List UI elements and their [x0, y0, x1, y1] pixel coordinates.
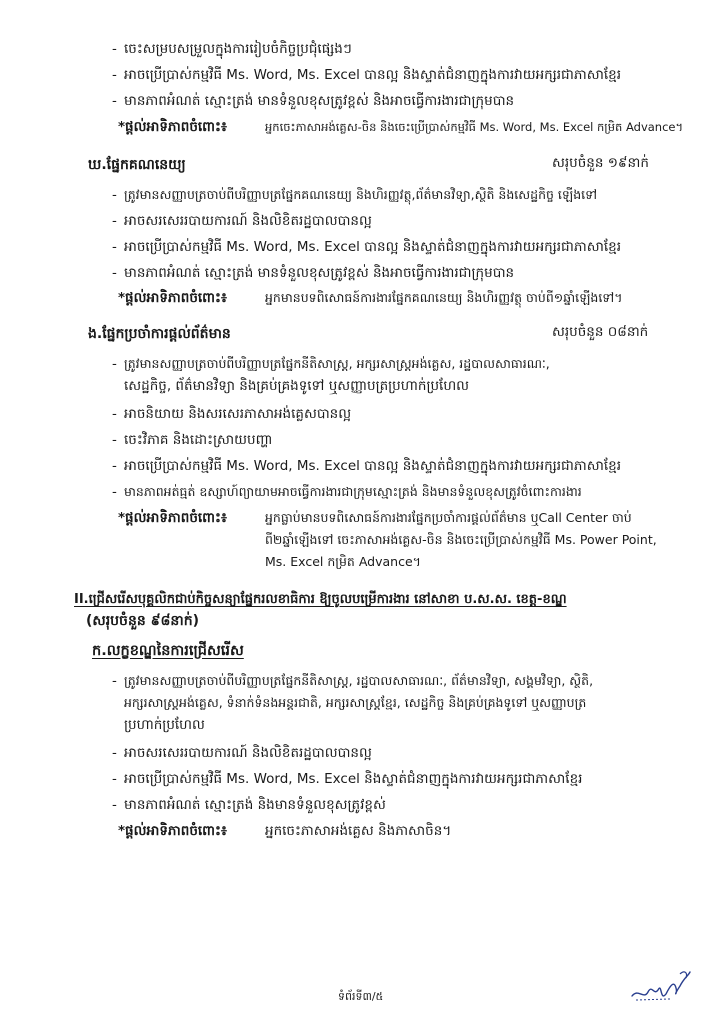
priority-text: អ្នកធ្លាប់មានបទពិសោធន៍ការងារផ្នែកប្រចាំការផ្តល់ព័ត៌មាន ឬCall Center ចាប់: [265, 510, 632, 525]
bullet-dash: -: [112, 432, 117, 448]
priority-text-continued: Ms. Excel កម្រិត Advance។: [265, 554, 421, 569]
bullet-text: ត្រូវមានសញ្ញាបត្រចាប់ពីបរិញ្ញាបត្រផ្នែកនីតិសាស្ត្រ, រដ្ឋបាលសាធារណៈ, ព័ត៌មានវិទ្យា, សង្គមវិទ្យា, ស្ថិតិ,: [124, 673, 594, 688]
section-title-info-desk: ង.ផ្នែកប្រចាំការផ្តល់ព័ត៌មាន: [88, 326, 231, 342]
priority-label: *ផ្តល់អាទិភាពចំពោះ៖: [118, 290, 227, 306]
bullet-text-continued: សេដ្ឋកិច្ច, ព័ត៌មានវិទ្យា និងគ្រប់គ្រងទូទៅ ឬសញ្ញាបត្រប្រហាក់ប្រហែល: [124, 378, 470, 394]
page-number: ទំព័រទី៣/៥: [338, 990, 384, 1003]
bullet-dash: -: [112, 265, 117, 281]
bullet-dash: -: [112, 771, 117, 787]
priority-label: *ផ្តល់អាទិភាពចំពោះ៖: [118, 823, 227, 839]
bullet-dash: -: [112, 484, 117, 500]
bullet-text: អាចប្រើប្រាស់កម្មវិធី Ms. Word, Ms. Excel បានល្អ និងស្ទាត់ជំនាញក្នុងការវាយអក្សរជាភាសាខ្មែរ: [124, 458, 621, 474]
bullet-dash: -: [112, 406, 117, 422]
bullet-text-continued: ប្រហាក់ប្រហែល: [124, 717, 205, 733]
bullet-dash: -: [112, 797, 117, 813]
bullet-text: មានភាពអំណត់ ស្មោះត្រង់ មានទំនួលខុសត្រូវខ្ពស់ និងអាចធ្វើការងារជាក្រុមបាន: [124, 265, 515, 281]
priority-text: អ្នកចេះភាសាអង់គ្លេស និងភាសាចិន។: [265, 823, 452, 839]
section-ii-title: II.ជ្រើសរើសបុគ្គលិកជាប់កិច្ចសន្យាផ្នែករលខាធិការ ឱ្យចូលបម្រើការងារ នៅសាខា ប.ស.ស. ខេត្ត-ខណ្ឌ: [74, 592, 567, 607]
bullet-text: អាចប្រើប្រាស់កម្មវិធី Ms. Word, Ms. Excel និងស្ទាត់ជំនាញក្នុងការវាយអក្សរជាភាសាខ្មែរ: [124, 771, 583, 787]
bullet-text: ចេះវិភាគ និងដោះស្រាយបញ្ហា: [124, 432, 273, 448]
bullet-dash: -: [112, 67, 117, 83]
section-count-accounting: សរុបចំនួន ១៩នាក់: [552, 155, 649, 171]
bullet-text: មានភាពអំណត់ ស្មោះត្រង់ និងមានទំនួលខុសត្រូវខ្ពស់: [124, 797, 386, 813]
bullet-text: អាចនិយាយ និងសរសេរភាសាអង់គ្លេសបានល្អ: [124, 406, 352, 422]
priority-text: អ្នកមានបទពិសោធន៍ការងារផ្នែកគណនេយ្យ និងហិរញ្ញវត្ថុ ចាប់ពី១ឆ្នាំឡើងទៅ។: [265, 290, 623, 305]
priority-label: *ផ្តល់អាទិភាពចំពោះ៖: [118, 119, 227, 135]
bullet-text: អាចសរសេររបាយការណ៍ និងលិខិតរដ្ឋបាលបានល្អ: [124, 213, 372, 229]
bullet-text: អាចប្រើប្រាស់កម្មវិធី Ms. Word, Ms. Excel បានល្អ និងស្ទាត់ជំនាញក្នុងការវាយអក្សរជាភាសាខ្មែរ: [124, 239, 621, 255]
bullet-dash: -: [112, 41, 117, 57]
section-title-accounting: ឃ.ផ្នែកគណនេយ្យ: [88, 157, 186, 173]
bullet-text: មានភាពអំណត់ ស្មោះត្រង់ មានទំនួលខុសត្រូវខ្ពស់ និងអាចធ្វើការងារជាក្រុមបាន: [124, 93, 515, 109]
bullet-dash: -: [112, 239, 117, 255]
bullet-text: ត្រូវមានសញ្ញាបត្រចាប់ពីបរិញ្ញាបត្រផ្នែកនីតិសាស្ត្រ, អក្សរសាស្ត្រអង់គ្លេស, រដ្ឋបាលសាធារណៈ,: [124, 356, 550, 371]
bullet-dash: -: [112, 187, 117, 203]
bullet-text: មានភាពអត់ធ្មត់ ឧស្សាហ៍ព្យាយាមអាចធ្វើការងារជាក្រុមស្មោះត្រង់ និងមានទំនួលខុសត្រូវចំពោះការងារ: [124, 484, 582, 499]
bullet-dash: -: [112, 745, 117, 761]
bullet-dash: -: [112, 93, 117, 109]
priority-text-continued: ពី២ឆ្នាំឡើងទៅ ចេះភាសាអង់គ្លេស-ចិន និងចេះប្រើប្រាស់កម្មវិធី Ms. Power Point,: [265, 532, 657, 547]
priority-text: អ្នកចេះភាសាអង់គ្លេស-ចិន និងចេះប្រើប្រាស់កម្មវិធី Ms. Word, Ms. Excel កម្រិត Advance។: [265, 120, 684, 134]
section-ii-count: (សរុបចំនួន ៩៨នាក់): [86, 613, 200, 629]
bullet-text: អាចប្រើប្រាស់កម្មវិធី Ms. Word, Ms. Excel បានល្អ និងស្ទាត់ជំនាញក្នុងការវាយអក្សរជាភាសាខ្មែរ: [124, 67, 621, 83]
bullet-dash: -: [112, 356, 117, 372]
bullet-text: អាចសរសេររបាយការណ៍ និងលិខិតរដ្ឋបាលបានល្អ: [124, 745, 372, 761]
bullet-text-continued: អក្សរសាស្ត្រអង់គ្លេស, ទំនាក់ទំនងអន្តរជាតិ, អក្សរសាស្ត្រខ្មែរ, សេដ្ឋកិច្ច និងគ្រប់គ្រងទូទៅ ឬសញ្ញាបត្រ: [124, 695, 587, 710]
priority-label: *ផ្តល់អាទិភាពចំពោះ៖: [118, 510, 227, 526]
signature-mark: [630, 966, 692, 1006]
section-count-info-desk: សរុបចំនួន ០៨នាក់: [552, 324, 649, 340]
section-ii-subtitle: ក.លក្ខខណ្ឌនៃការជ្រើសរើស: [92, 643, 244, 659]
bullet-dash: -: [112, 458, 117, 474]
bullet-dash: -: [112, 673, 117, 689]
bullet-text: ត្រូវមានសញ្ញាបត្រចាប់ពីបរិញ្ញាបត្រផ្នែកគណនេយ្យ និងហិរញ្ញវត្ថុ,ព័ត៌មានវិទ្យា,ស្ថិតិ និងសេដ្ឋកិច្ច ឡើងទៅ: [124, 187, 597, 202]
bullet-dash: -: [112, 213, 117, 229]
bullet-text: ចេះសម្របសម្រួលក្នុងការរៀបចំកិច្ចប្រជុំផ្សេងៗ: [124, 41, 352, 57]
